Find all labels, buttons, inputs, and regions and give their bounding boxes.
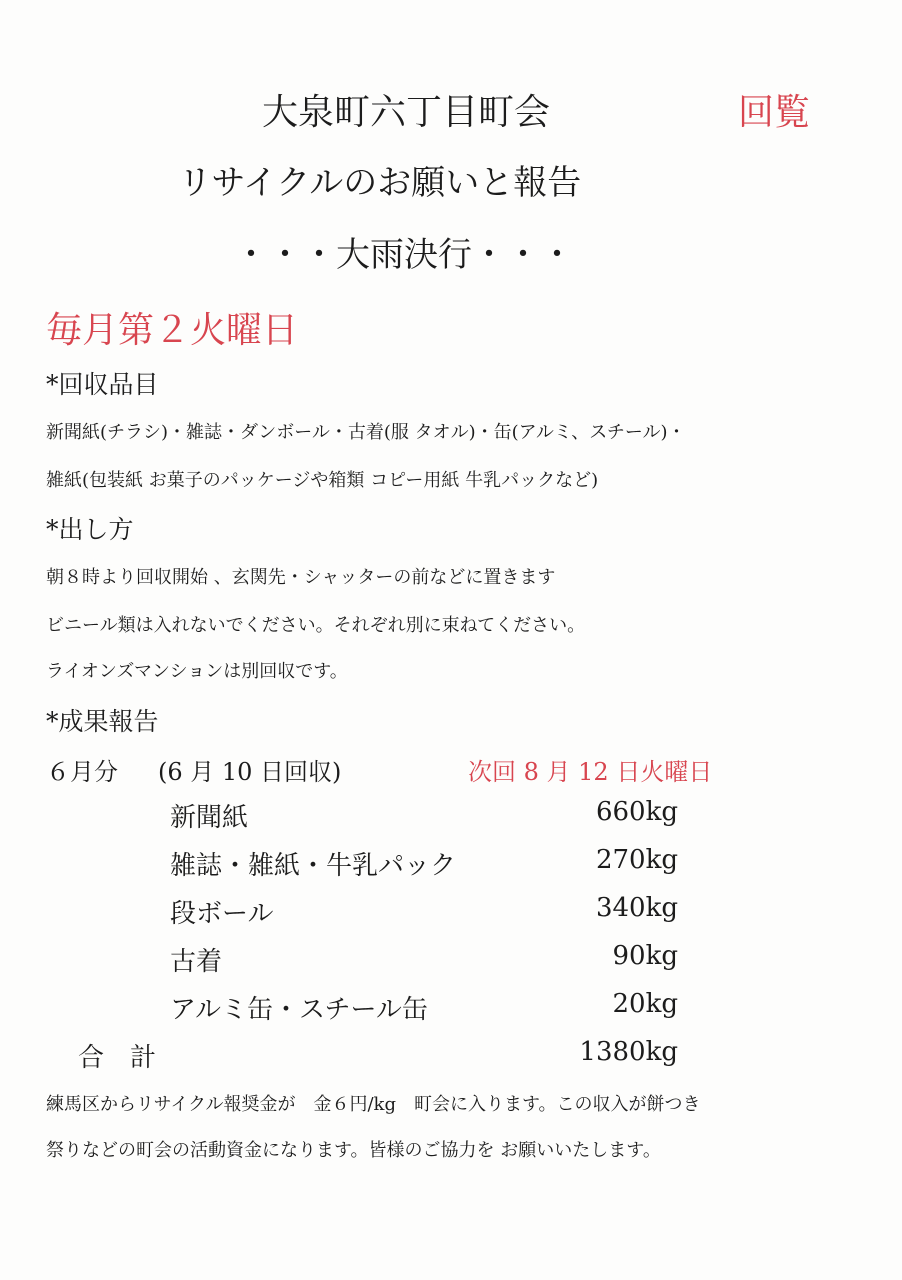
footer-line-2: 祭りなどの町会の活動資金になります。皆様のご協力を お願いいたします。 [46, 1140, 661, 1161]
row-value: 340kg [595, 893, 678, 923]
row-value: 90kg [612, 941, 678, 971]
footer-line-1: 練馬区からリサイクル報奨金が 金６円/kg 町会に入ります。この収入が餅つき [46, 1094, 701, 1115]
document-subtitle: ・・・大雨決行・・・ [234, 235, 574, 275]
row-label: 段ボール [170, 899, 274, 929]
total-value: 1380kg [579, 1037, 678, 1067]
report-month: ６月分 [46, 758, 118, 786]
row-label: アルミ缶・スチール缶 [170, 995, 428, 1025]
schedule-heading: 毎月第２火曜日 [46, 310, 299, 351]
document-title: リサイクルのお願いと報告 [178, 163, 582, 203]
howto-heading: *出し方 [46, 515, 134, 544]
org-name: 大泉町六丁目町会 [262, 92, 551, 133]
row-value: 270kg [595, 845, 678, 875]
row-label: 古着 [170, 947, 223, 977]
items-heading: *回収品目 [46, 370, 159, 399]
next-collection-date: 次回 8 月 12 日火曜日 [468, 758, 713, 786]
report-heading: *成果報告 [46, 707, 159, 736]
howto-line-2: ビニール類は入れないでください。それぞれ別に束ねてください。 [46, 615, 586, 636]
items-line-1: 新聞紙(チラシ)・雑誌・ダンボール・古着(服 タオル)・缶(アルミ、スチール)・ [46, 422, 686, 443]
items-line-2: 雑紙(包装紙 お菓子のパッケージや箱類 コピー用紙 牛乳パックなど) [46, 470, 599, 491]
row-label: 雑誌・雑紙・牛乳パック [170, 851, 457, 881]
row-value: 660kg [595, 797, 678, 827]
report-collected-date: (6 月 10 日回収) [158, 758, 342, 786]
total-label: 合 計 [78, 1043, 157, 1073]
howto-line-1: 朝８時より回収開始 、玄関先・シャッターの前などに置きます [46, 567, 556, 588]
row-value: 20kg [612, 989, 678, 1019]
row-label: 新聞紙 [170, 803, 249, 833]
howto-line-3: ライオンズマンションは別回収です。 [46, 661, 348, 682]
circulate-stamp: 回覧 [738, 92, 811, 133]
